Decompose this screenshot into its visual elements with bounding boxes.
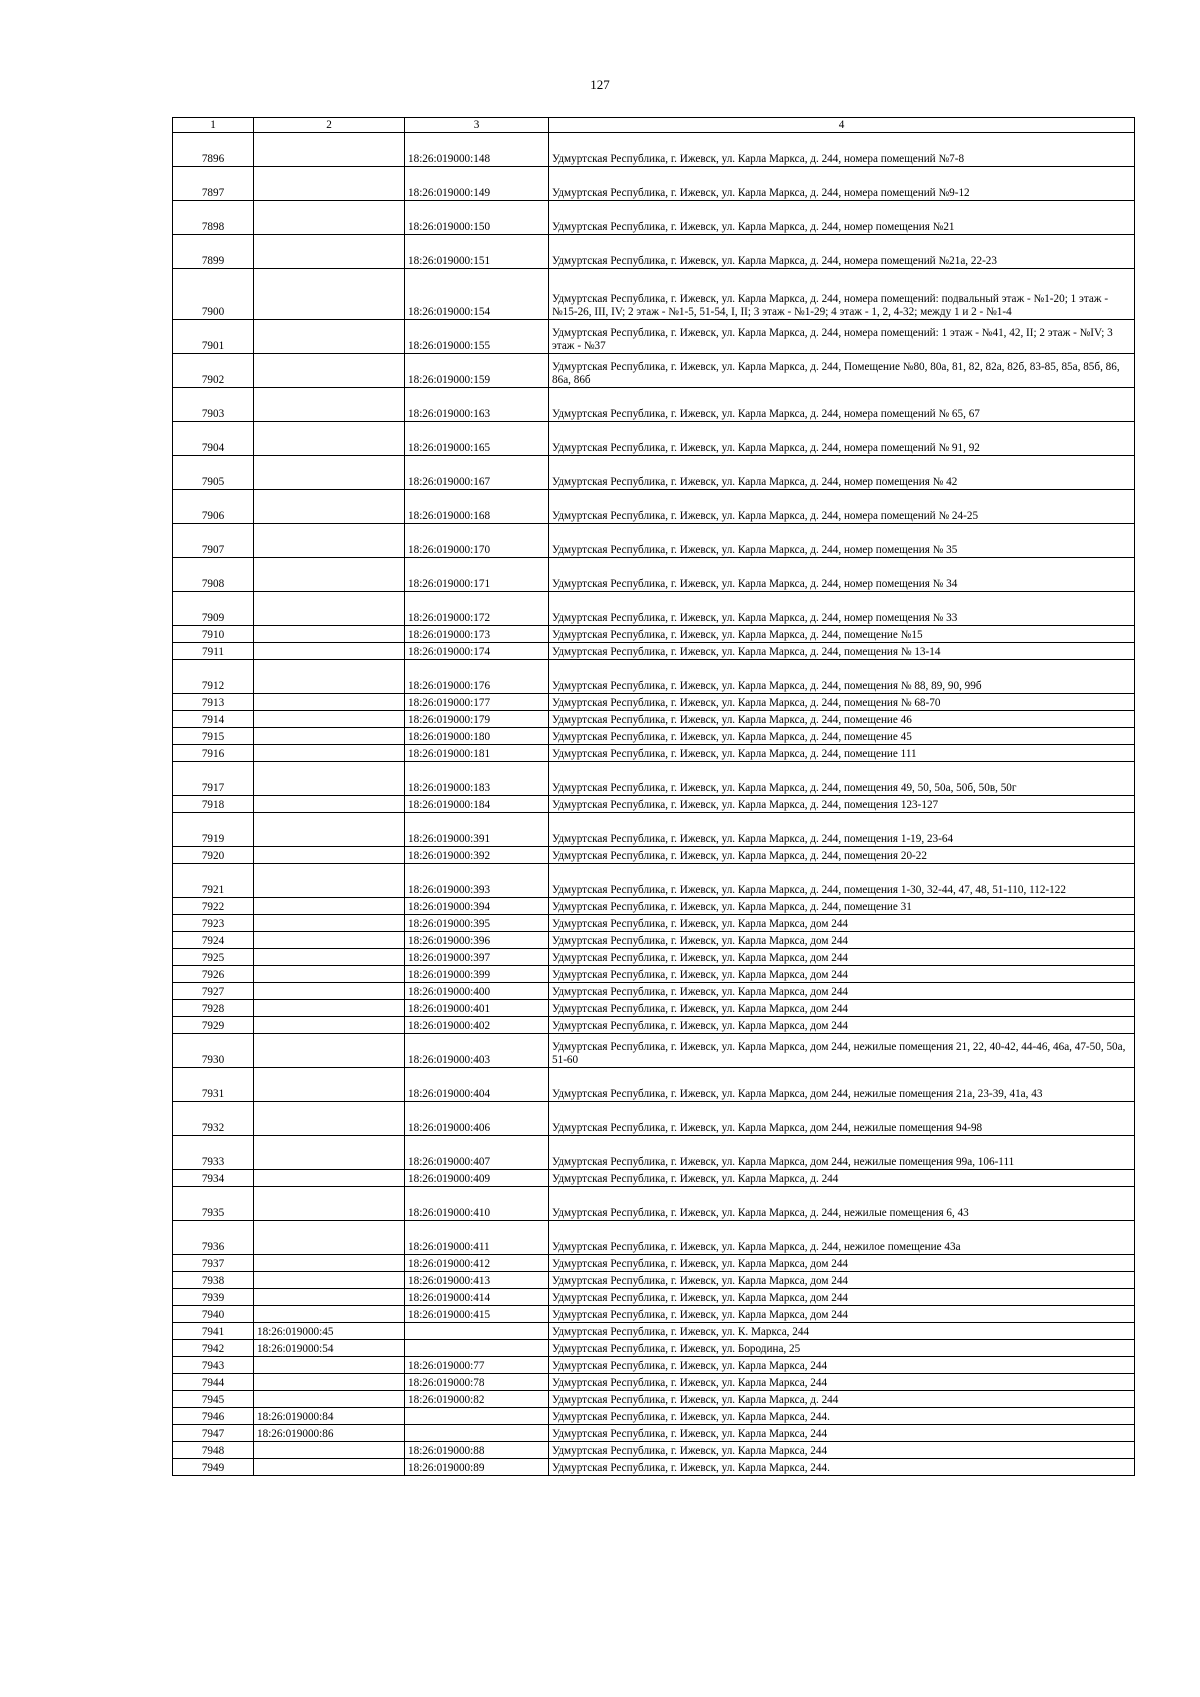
address-cell: Удмуртская Республика, г. Ижевск, ул. К. Маркса, 244 — [549, 1323, 1135, 1340]
table-row — [173, 1289, 1135, 1306]
cadastral-number-cell: 18:26:019000:179 — [405, 711, 549, 728]
address-cell: Удмуртская Республика, г. Ижевск, ул. Карла Маркса, д. 244, помещения 49, 50, 50а, 50б, 50в, 50г — [549, 762, 1135, 796]
cadastral-number-cell — [254, 1289, 405, 1306]
table-row — [173, 456, 1135, 490]
table-row — [173, 915, 1135, 932]
column-header: 1 — [173, 118, 254, 133]
cadastral-number-cell — [254, 1272, 405, 1289]
row-number-cell: 7899 — [173, 235, 254, 269]
registry-table — [172, 117, 1135, 1476]
table-row — [173, 1187, 1135, 1221]
row-number-cell: 7914 — [173, 711, 254, 728]
cadastral-number-cell: 18:26:019000:171 — [405, 558, 549, 592]
cadastral-number-cell — [254, 133, 405, 167]
address-cell: Удмуртская Республика, г. Ижевск, ул. Карла Маркса, дом 244 — [549, 1017, 1135, 1034]
cadastral-number-cell: 18:26:019000:415 — [405, 1306, 549, 1323]
address-cell: Удмуртская Республика, г. Ижевск, ул. Карла Маркса, дом 244 — [549, 915, 1135, 932]
cadastral-number-cell: 18:26:019000:84 — [254, 1408, 405, 1425]
table-row — [173, 1442, 1135, 1459]
address-cell: Удмуртская Республика, г. Ижевск, ул. Карла Маркса, дом 244 — [549, 1289, 1135, 1306]
cadastral-number-cell: 18:26:019000:413 — [405, 1272, 549, 1289]
cadastral-number-cell — [405, 1323, 549, 1340]
address-cell: Удмуртская Республика, г. Ижевск, ул. Карла Маркса, д. 244 — [549, 1391, 1135, 1408]
cadastral-number-cell — [254, 626, 405, 643]
address-cell: Удмуртская Республика, г. Ижевск, ул. Карла Маркса, д. 244, помещения № 88, 89, 90, 99б — [549, 660, 1135, 694]
cadastral-number-cell: 18:26:019000:402 — [405, 1017, 549, 1034]
cadastral-number-cell — [254, 1374, 405, 1391]
table-row — [173, 133, 1135, 167]
address-cell: Удмуртская Республика, г. Ижевск, ул. Карла Маркса, д. 244, помещения 1-19, 23-64 — [549, 813, 1135, 847]
address-cell: Удмуртская Республика, г. Ижевск, ул. Карла Маркса, 244. — [549, 1408, 1135, 1425]
table-row — [173, 490, 1135, 524]
cadastral-number-cell: 18:26:019000:180 — [405, 728, 549, 745]
cadastral-number-cell: 18:26:019000:89 — [405, 1459, 549, 1476]
row-number-cell: 7923 — [173, 915, 254, 932]
cadastral-number-cell: 18:26:019000:172 — [405, 592, 549, 626]
cadastral-number-cell — [254, 983, 405, 1000]
address-cell: Удмуртская Республика, г. Ижевск, ул. Карла Маркса, д. 244, номера помещений №7-8 — [549, 133, 1135, 167]
table-row — [173, 269, 1135, 320]
row-number-cell: 7916 — [173, 745, 254, 762]
row-number-cell: 7935 — [173, 1187, 254, 1221]
cadastral-number-cell — [254, 966, 405, 983]
row-number-cell: 7901 — [173, 320, 254, 354]
cadastral-number-cell: 18:26:019000:391 — [405, 813, 549, 847]
cadastral-number-cell: 18:26:019000:404 — [405, 1068, 549, 1102]
row-number-cell: 7926 — [173, 966, 254, 983]
table-row — [173, 1255, 1135, 1272]
row-number-cell: 7915 — [173, 728, 254, 745]
cadastral-number-cell: 18:26:019000:176 — [405, 660, 549, 694]
row-number-cell: 7909 — [173, 592, 254, 626]
cadastral-number-cell — [254, 1255, 405, 1272]
cadastral-number-cell: 18:26:019000:410 — [405, 1187, 549, 1221]
table-row — [173, 949, 1135, 966]
cadastral-number-cell: 18:26:019000:150 — [405, 201, 549, 235]
row-number-cell: 7905 — [173, 456, 254, 490]
table-row — [173, 1340, 1135, 1357]
cadastral-number-cell: 18:26:019000:412 — [405, 1255, 549, 1272]
address-cell: Удмуртская Республика, г. Ижевск, ул. Карла Маркса, д. 244, помещение 45 — [549, 728, 1135, 745]
address-cell: Удмуртская Республика, г. Ижевск, ул. Карла Маркса, д. 244, Помещение №80, 80а, 81, 82, 82а, 82б, 83-85, 85а, 85б, 86, 86а, 86б — [549, 354, 1135, 388]
address-cell: Удмуртская Республика, г. Ижевск, ул. Карла Маркса, д. 244, нежилое помещение 43а — [549, 1221, 1135, 1255]
cadastral-number-cell — [254, 1000, 405, 1017]
row-number-cell: 7927 — [173, 983, 254, 1000]
address-cell: Удмуртская Республика, г. Ижевск, ул. Карла Маркса, д. 244, номера помещений: 1 этаж - №41, 42, II; 2 этаж - №IV; 3 этаж - №37 — [549, 320, 1135, 354]
column-header: 2 — [254, 118, 405, 133]
cadastral-number-cell — [254, 1136, 405, 1170]
address-cell: Удмуртская Республика, г. Ижевск, ул. Карла Маркса, дом 244 — [549, 1306, 1135, 1323]
cadastral-number-cell: 18:26:019000:174 — [405, 643, 549, 660]
cadastral-number-cell — [254, 269, 405, 320]
cadastral-number-cell — [254, 235, 405, 269]
cadastral-number-cell: 18:26:019000:155 — [405, 320, 549, 354]
cadastral-number-cell: 18:26:019000:78 — [405, 1374, 549, 1391]
cadastral-number-cell — [254, 1442, 405, 1459]
table-row — [173, 1221, 1135, 1255]
table-row — [173, 711, 1135, 728]
cadastral-number-cell: 18:26:019000:400 — [405, 983, 549, 1000]
row-number-cell: 7934 — [173, 1170, 254, 1187]
table-row — [173, 1391, 1135, 1408]
cadastral-number-cell — [254, 354, 405, 388]
row-number-cell: 7936 — [173, 1221, 254, 1255]
row-number-cell: 7917 — [173, 762, 254, 796]
cadastral-number-cell — [254, 813, 405, 847]
table-row — [173, 1357, 1135, 1374]
row-number-cell: 7939 — [173, 1289, 254, 1306]
address-cell: Удмуртская Республика, г. Ижевск, ул. Карла Маркса, дом 244 — [549, 1272, 1135, 1289]
cadastral-number-cell: 18:26:019000:77 — [405, 1357, 549, 1374]
table-row — [173, 1000, 1135, 1017]
cadastral-number-cell — [254, 1221, 405, 1255]
cadastral-number-cell — [254, 1170, 405, 1187]
row-number-cell: 7946 — [173, 1408, 254, 1425]
address-cell: Удмуртская Республика, г. Ижевск, ул. Карла Маркса, 244 — [549, 1374, 1135, 1391]
row-number-cell: 7903 — [173, 388, 254, 422]
table-row — [173, 1459, 1135, 1476]
cadastral-number-cell — [254, 660, 405, 694]
cadastral-number-cell: 18:26:019000:397 — [405, 949, 549, 966]
table-row — [173, 626, 1135, 643]
row-number-cell: 7948 — [173, 1442, 254, 1459]
row-number-cell: 7907 — [173, 524, 254, 558]
page-number: 127 — [590, 77, 610, 92]
address-cell: Удмуртская Республика, г. Ижевск, ул. Карла Маркса, дом 244 — [549, 983, 1135, 1000]
cadastral-number-cell — [254, 1391, 405, 1408]
table-row — [173, 864, 1135, 898]
table-row — [173, 1408, 1135, 1425]
row-number-cell: 7910 — [173, 626, 254, 643]
cadastral-number-cell — [254, 762, 405, 796]
address-cell: Удмуртская Республика, г. Ижевск, ул. Карла Маркса, дом 244 — [549, 949, 1135, 966]
cadastral-number-cell — [254, 711, 405, 728]
cadastral-number-cell — [254, 1459, 405, 1476]
cadastral-number-cell: 18:26:019000:45 — [254, 1323, 405, 1340]
address-cell: Удмуртская Республика, г. Ижевск, ул. Карла Маркса, д. 244, помещение 111 — [549, 745, 1135, 762]
row-number-cell: 7929 — [173, 1017, 254, 1034]
cadastral-number-cell — [254, 694, 405, 711]
address-cell: Удмуртская Республика, г. Ижевск, ул. Карла Маркса, дом 244 — [549, 1000, 1135, 1017]
row-number-cell: 7942 — [173, 1340, 254, 1357]
cadastral-number-cell: 18:26:019000:181 — [405, 745, 549, 762]
table-row — [173, 1306, 1135, 1323]
cadastral-number-cell: 18:26:019000:399 — [405, 966, 549, 983]
table-row — [173, 643, 1135, 660]
cadastral-number-cell — [254, 864, 405, 898]
cadastral-number-cell — [254, 1357, 405, 1374]
cadastral-number-cell — [254, 949, 405, 966]
cadastral-number-cell: 18:26:019000:168 — [405, 490, 549, 524]
address-cell: Удмуртская Республика, г. Ижевск, ул. Карла Маркса, дом 244 — [549, 1255, 1135, 1272]
cadastral-number-cell: 18:26:019000:159 — [405, 354, 549, 388]
cadastral-number-cell: 18:26:019000:170 — [405, 524, 549, 558]
address-cell: Удмуртская Республика, г. Ижевск, ул. Карла Маркса, д. 244, помещения № 13-14 — [549, 643, 1135, 660]
cadastral-number-cell: 18:26:019000:177 — [405, 694, 549, 711]
table-row — [173, 813, 1135, 847]
table-row — [173, 1272, 1135, 1289]
cadastral-number-cell — [254, 796, 405, 813]
cadastral-number-cell: 18:26:019000:406 — [405, 1102, 549, 1136]
table-body — [173, 133, 1135, 1476]
address-cell: Удмуртская Республика, г. Ижевск, ул. Карла Маркса, д. 244, нежилые помещения 6, 43 — [549, 1187, 1135, 1221]
address-cell: Удмуртская Республика, г. Ижевск, ул. Карла Маркса, д. 244, помещение 31 — [549, 898, 1135, 915]
table-row — [173, 1102, 1135, 1136]
cadastral-number-cell: 18:26:019000:151 — [405, 235, 549, 269]
address-cell: Удмуртская Республика, г. Ижевск, ул. Карла Маркса, д. 244, помещения 123-127 — [549, 796, 1135, 813]
cadastral-number-cell: 18:26:019000:409 — [405, 1170, 549, 1187]
table-row — [173, 235, 1135, 269]
row-number-cell: 7940 — [173, 1306, 254, 1323]
cadastral-number-cell: 18:26:019000:163 — [405, 388, 549, 422]
cadastral-number-cell: 18:26:019000:407 — [405, 1136, 549, 1170]
address-cell: Удмуртская Республика, г. Ижевск, ул. Карла Маркса, д. 244, номера помещений: подвальный этаж - №1-20; 1 этаж - №15-26, III, IV; 2 этаж - №1-5, 51-54, I, II; 3 этаж - №1-29; 4 этаж - 1, 2, 4-32; между 1 и 2 - №1-4 — [549, 269, 1135, 320]
column-header: 3 — [405, 118, 549, 133]
address-cell: Удмуртская Республика, г. Ижевск, ул. Бородина, 25 — [549, 1340, 1135, 1357]
cadastral-number-cell — [254, 1017, 405, 1034]
row-number-cell: 7918 — [173, 796, 254, 813]
table-row — [173, 1374, 1135, 1391]
address-cell: Удмуртская Республика, г. Ижевск, ул. Карла Маркса, д. 244, помещения № 68-70 — [549, 694, 1135, 711]
address-cell: Удмуртская Республика, г. Ижевск, ул. Карла Маркса, д. 244, номера помещений №9-12 — [549, 167, 1135, 201]
row-number-cell: 7902 — [173, 354, 254, 388]
row-number-cell: 7920 — [173, 847, 254, 864]
address-cell: Удмуртская Республика, г. Ижевск, ул. Карла Маркса, дом 244, нежилые помещения 21, 22, 40-42, 44-46, 46а, 47-50, 50а, 51-60 — [549, 1034, 1135, 1068]
row-number-cell: 7919 — [173, 813, 254, 847]
cadastral-number-cell — [254, 1102, 405, 1136]
address-cell: Удмуртская Республика, г. Ижевск, ул. Карла Маркса, д. 244, номер помещения № 33 — [549, 592, 1135, 626]
row-number-cell: 7896 — [173, 133, 254, 167]
address-cell: Удмуртская Республика, г. Ижевск, ул. Карла Маркса, д. 244, помещение 46 — [549, 711, 1135, 728]
table-row — [173, 1170, 1135, 1187]
address-cell: Удмуртская Республика, г. Ижевск, ул. Карла Маркса, д. 244, номер помещения № 34 — [549, 558, 1135, 592]
address-cell: Удмуртская Республика, г. Ижевск, ул. Карла Маркса, 244. — [549, 1459, 1135, 1476]
row-number-cell: 7906 — [173, 490, 254, 524]
cadastral-number-cell — [254, 167, 405, 201]
cadastral-number-cell — [254, 524, 405, 558]
table-row — [173, 524, 1135, 558]
cadastral-number-cell: 18:26:019000:149 — [405, 167, 549, 201]
table-row — [173, 694, 1135, 711]
table-row — [173, 1034, 1135, 1068]
row-number-cell: 7898 — [173, 201, 254, 235]
address-cell: Удмуртская Республика, г. Ижевск, ул. Карла Маркса, д. 244, номер помещения № 35 — [549, 524, 1135, 558]
address-cell: Удмуртская Республика, г. Ижевск, ул. Карла Маркса, д. 244, помещение №15 — [549, 626, 1135, 643]
row-number-cell: 7949 — [173, 1459, 254, 1476]
cadastral-number-cell: 18:26:019000:82 — [405, 1391, 549, 1408]
cadastral-number-cell: 18:26:019000:403 — [405, 1034, 549, 1068]
row-number-cell: 7937 — [173, 1255, 254, 1272]
cadastral-number-cell — [254, 745, 405, 762]
cadastral-number-cell — [254, 1187, 405, 1221]
cadastral-number-cell — [254, 320, 405, 354]
table-row — [173, 983, 1135, 1000]
cadastral-number-cell: 18:26:019000:411 — [405, 1221, 549, 1255]
address-cell: Удмуртская Республика, г. Ижевск, ул. Карла Маркса, 244 — [549, 1442, 1135, 1459]
address-cell: Удмуртская Республика, г. Ижевск, ул. Карла Маркса, д. 244, номера помещений № 65, 67 — [549, 388, 1135, 422]
address-cell: Удмуртская Республика, г. Ижевск, ул. Карла Маркса, д. 244, помещения 20-22 — [549, 847, 1135, 864]
address-cell: Удмуртская Республика, г. Ижевск, ул. Карла Маркса, дом 244 — [549, 966, 1135, 983]
address-cell: Удмуртская Республика, г. Ижевск, ул. Карла Маркса, 244 — [549, 1357, 1135, 1374]
cadastral-number-cell — [254, 388, 405, 422]
address-cell: Удмуртская Республика, г. Ижевск, ул. Карла Маркса, д. 244, номера помещений № 24-25 — [549, 490, 1135, 524]
column-header: 4 — [549, 118, 1135, 133]
address-cell: Удмуртская Республика, г. Ижевск, ул. Карла Маркса, д. 244, номера помещений №21а, 22-23 — [549, 235, 1135, 269]
cadastral-number-cell — [254, 456, 405, 490]
cadastral-number-cell: 18:26:019000:394 — [405, 898, 549, 915]
cadastral-number-cell: 18:26:019000:183 — [405, 762, 549, 796]
row-number-cell: 7932 — [173, 1102, 254, 1136]
table-row — [173, 660, 1135, 694]
cadastral-number-cell: 18:26:019000:396 — [405, 932, 549, 949]
cadastral-number-cell — [254, 898, 405, 915]
cadastral-number-cell — [254, 643, 405, 660]
table-row — [173, 796, 1135, 813]
cadastral-number-cell — [254, 1034, 405, 1068]
row-number-cell: 7945 — [173, 1391, 254, 1408]
row-number-cell: 7928 — [173, 1000, 254, 1017]
table-row — [173, 1323, 1135, 1340]
table-row — [173, 354, 1135, 388]
address-cell: Удмуртская Республика, г. Ижевск, ул. Карла Маркса, дом 244, нежилые помещения 94-98 — [549, 1102, 1135, 1136]
row-number-cell: 7913 — [173, 694, 254, 711]
cadastral-number-cell — [254, 490, 405, 524]
row-number-cell: 7944 — [173, 1374, 254, 1391]
table-row — [173, 167, 1135, 201]
row-number-cell: 7941 — [173, 1323, 254, 1340]
cadastral-number-cell — [254, 932, 405, 949]
row-number-cell: 7922 — [173, 898, 254, 915]
table-row — [173, 966, 1135, 983]
address-cell: Удмуртская Республика, г. Ижевск, ул. Карла Маркса, дом 244, нежилые помещения 21а, 23-39, 41а, 43 — [549, 1068, 1135, 1102]
cadastral-number-cell: 18:26:019000:54 — [254, 1340, 405, 1357]
cadastral-number-cell — [254, 847, 405, 864]
row-number-cell: 7947 — [173, 1425, 254, 1442]
address-cell: Удмуртская Республика, г. Ижевск, ул. Карла Маркса, дом 244 — [549, 932, 1135, 949]
row-number-cell: 7925 — [173, 949, 254, 966]
row-number-cell: 7900 — [173, 269, 254, 320]
cadastral-number-cell — [254, 728, 405, 745]
cadastral-number-cell: 18:26:019000:165 — [405, 422, 549, 456]
row-number-cell: 7943 — [173, 1357, 254, 1374]
cadastral-number-cell — [254, 201, 405, 235]
row-number-cell: 7924 — [173, 932, 254, 949]
cadastral-number-cell — [405, 1425, 549, 1442]
row-number-cell: 7921 — [173, 864, 254, 898]
row-number-cell: 7930 — [173, 1034, 254, 1068]
address-cell: Удмуртская Республика, г. Ижевск, ул. Карла Маркса, д. 244, номер помещения № 42 — [549, 456, 1135, 490]
address-cell: Удмуртская Республика, г. Ижевск, ул. Карла Маркса, 244 — [549, 1425, 1135, 1442]
cadastral-number-cell — [254, 558, 405, 592]
cadastral-number-cell — [254, 1068, 405, 1102]
cadastral-number-cell — [254, 1306, 405, 1323]
row-number-cell: 7904 — [173, 422, 254, 456]
row-number-cell: 7931 — [173, 1068, 254, 1102]
row-number-cell: 7897 — [173, 167, 254, 201]
cadastral-number-cell: 18:26:019000:395 — [405, 915, 549, 932]
cadastral-number-cell: 18:26:019000:392 — [405, 847, 549, 864]
cadastral-number-cell: 18:26:019000:401 — [405, 1000, 549, 1017]
cadastral-number-cell: 18:26:019000:167 — [405, 456, 549, 490]
table-row — [173, 558, 1135, 592]
address-cell: Удмуртская Республика, г. Ижевск, ул. Карла Маркса, дом 244, нежилые помещения 99а, 106-111 — [549, 1136, 1135, 1170]
cadastral-number-cell — [254, 592, 405, 626]
table-row — [173, 762, 1135, 796]
table-row — [173, 592, 1135, 626]
table-row — [173, 388, 1135, 422]
address-cell: Удмуртская Республика, г. Ижевск, ул. Карла Маркса, д. 244, помещения 1-30, 32-44, 47, 48, 51-110, 112-122 — [549, 864, 1135, 898]
cadastral-number-cell: 18:26:019000:414 — [405, 1289, 549, 1306]
table-row — [173, 1425, 1135, 1442]
cadastral-number-cell: 18:26:019000:393 — [405, 864, 549, 898]
row-number-cell: 7911 — [173, 643, 254, 660]
cadastral-number-cell — [405, 1408, 549, 1425]
table-row — [173, 320, 1135, 354]
cadastral-number-cell: 18:26:019000:184 — [405, 796, 549, 813]
table-header — [173, 118, 1135, 133]
row-number-cell: 7938 — [173, 1272, 254, 1289]
address-cell: Удмуртская Республика, г. Ижевск, ул. Карла Маркса, д. 244 — [549, 1170, 1135, 1187]
address-cell: Удмуртская Республика, г. Ижевск, ул. Карла Маркса, д. 244, номера помещений № 91, 92 — [549, 422, 1135, 456]
cadastral-number-cell — [254, 422, 405, 456]
table-row — [173, 847, 1135, 864]
cadastral-number-cell: 18:26:019000:154 — [405, 269, 549, 320]
table-row — [173, 898, 1135, 915]
row-number-cell: 7933 — [173, 1136, 254, 1170]
table-row — [173, 1136, 1135, 1170]
cadastral-number-cell — [405, 1340, 549, 1357]
cadastral-number-cell — [254, 915, 405, 932]
cadastral-number-cell: 18:26:019000:173 — [405, 626, 549, 643]
table-row — [173, 745, 1135, 762]
row-number-cell: 7908 — [173, 558, 254, 592]
table-row — [173, 1068, 1135, 1102]
table-row — [173, 201, 1135, 235]
row-number-cell: 7912 — [173, 660, 254, 694]
cadastral-number-cell: 18:26:019000:88 — [405, 1442, 549, 1459]
address-cell: Удмуртская Республика, г. Ижевск, ул. Карла Маркса, д. 244, номер помещения №21 — [549, 201, 1135, 235]
table-row — [173, 932, 1135, 949]
cadastral-number-cell: 18:26:019000:86 — [254, 1425, 405, 1442]
cadastral-number-cell: 18:26:019000:148 — [405, 133, 549, 167]
table-row — [173, 728, 1135, 745]
table-row — [173, 1017, 1135, 1034]
table-row — [173, 422, 1135, 456]
